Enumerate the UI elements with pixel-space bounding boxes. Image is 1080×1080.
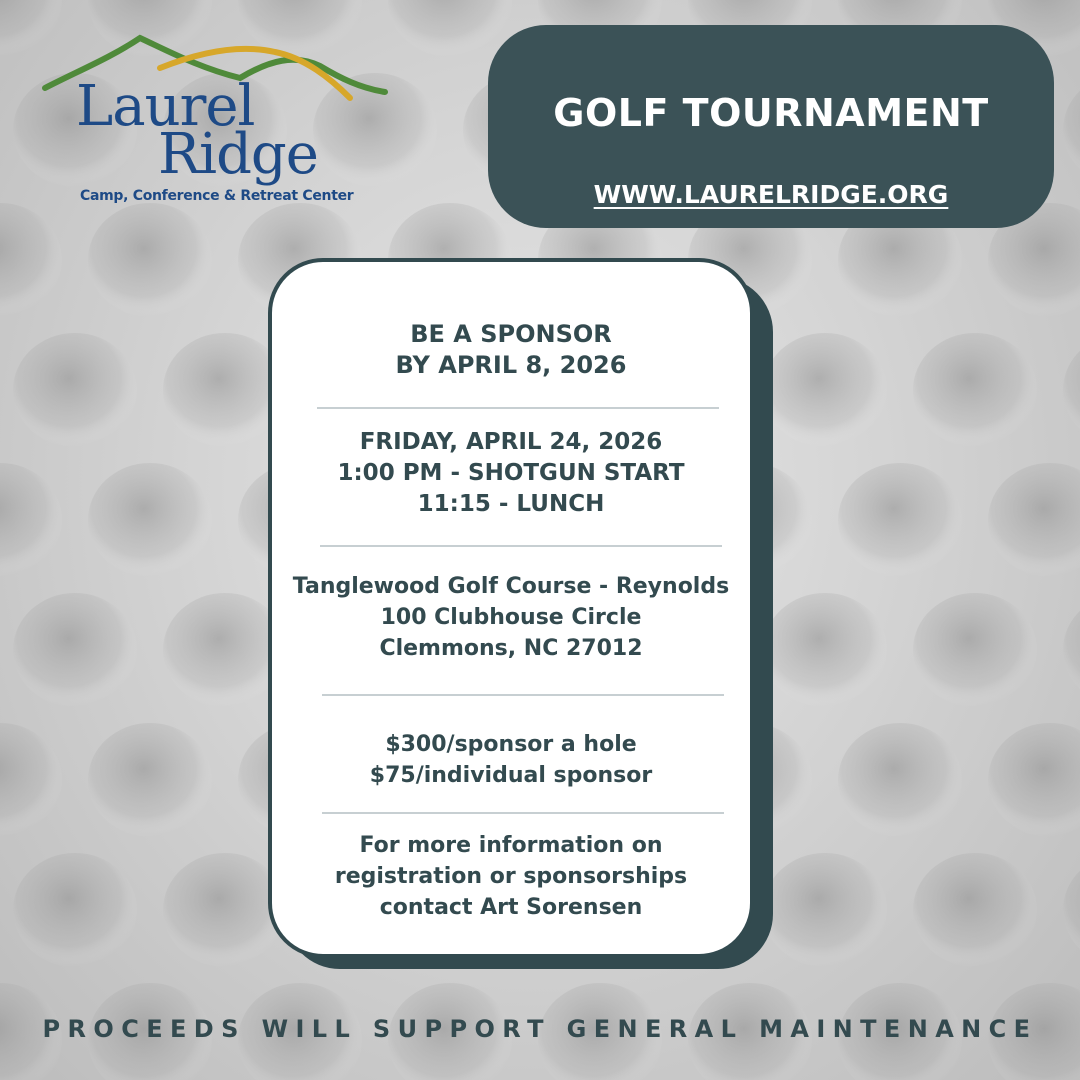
dimple <box>88 463 212 577</box>
divider <box>322 812 724 814</box>
dimple <box>763 333 887 447</box>
pricing-line: $75/individual sponsor <box>369 763 653 788</box>
location-line: Clemmons, NC 27012 <box>379 636 643 661</box>
header-banner <box>488 25 1054 228</box>
dimple <box>988 723 1080 837</box>
sponsor-pricing <box>272 729 750 791</box>
pricing-line: $300/sponsor a hole <box>385 732 637 757</box>
contact-info <box>272 830 750 923</box>
schedule-line: 11:15 - LUNCH <box>417 491 605 517</box>
location-line: Tanglewood Golf Course - Reynolds <box>292 574 730 599</box>
sponsor-deadline-line: BE A SPONSOR <box>410 320 612 348</box>
logo-word-laurel: Laurel <box>76 74 255 139</box>
schedule-line: 1:00 PM - SHOTGUN START <box>337 460 685 486</box>
dimple <box>1063 73 1080 187</box>
divider <box>320 545 722 547</box>
dimple <box>763 593 887 707</box>
dimple <box>838 723 962 837</box>
dimple <box>913 853 1037 967</box>
dimple <box>13 593 137 707</box>
event-schedule <box>272 427 750 520</box>
dimple <box>1063 593 1080 707</box>
dimple <box>0 463 62 577</box>
dimple <box>1063 333 1080 447</box>
dimple <box>13 853 137 967</box>
dimple <box>763 853 887 967</box>
event-title: GOLF TOURNAMENT <box>553 91 989 135</box>
event-location <box>272 571 750 664</box>
info-card <box>268 258 754 958</box>
dimple <box>88 723 212 837</box>
logo-word-ridge: Ridge <box>158 122 318 187</box>
location-line: 100 Clubhouse Circle <box>380 605 642 630</box>
sponsor-deadline-line: BY APRIL 8, 2026 <box>395 351 627 379</box>
sponsor-deadline <box>272 319 750 381</box>
dimple <box>988 463 1080 577</box>
dimple <box>838 463 962 577</box>
dimple <box>1063 853 1080 967</box>
website-link[interactable]: WWW.LAURELRIDGE.ORG <box>593 180 949 209</box>
contact-line: contact Art Sorensen <box>379 895 643 920</box>
laurel-ridge-logo <box>40 30 410 215</box>
dimple <box>0 723 62 837</box>
contact-line: registration or sponsorships <box>334 864 688 889</box>
dimple <box>913 333 1037 447</box>
dimple <box>13 333 137 447</box>
contact-line: For more information on <box>359 833 663 858</box>
footer-note: PROCEEDS WILL SUPPORT GENERAL MAINTENANCE <box>42 1015 1038 1043</box>
dimple <box>88 203 212 317</box>
divider <box>317 407 719 409</box>
logo-tagline: Camp, Conference & Retreat Center <box>80 188 354 204</box>
dimple <box>0 203 62 317</box>
schedule-line: FRIDAY, APRIL 24, 2026 <box>359 429 663 455</box>
dimple <box>913 593 1037 707</box>
divider <box>322 694 724 696</box>
